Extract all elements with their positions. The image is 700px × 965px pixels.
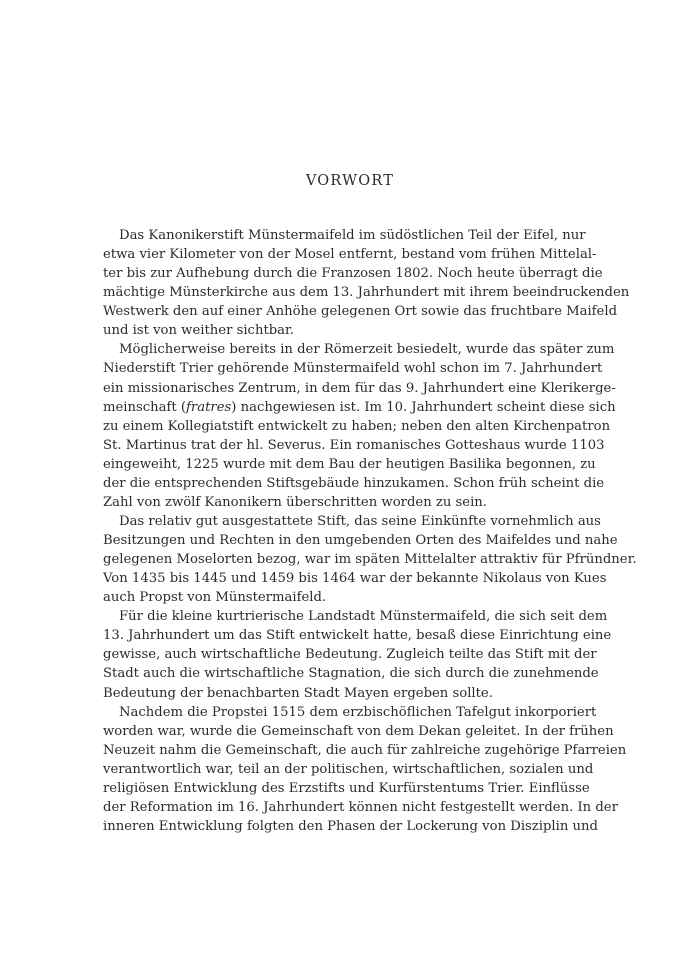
paragraph <box>103 703 627 836</box>
text-line: auch Propst von Münstermaifeld. <box>103 590 327 606</box>
text-line: ter bis zur Aufhebung durch die Franzosen 1802. Noch heute überragt die <box>103 266 603 282</box>
paragraph <box>103 226 630 340</box>
text-line: zu einem Kollegiatstift entwickelt zu haben; neben den alten Kirchenpatron <box>103 418 611 434</box>
text-line: der Reformation im 16. Jahrhundert können nicht festgestellt werden. In der <box>103 799 618 815</box>
page-heading: VORWORT <box>305 173 395 189</box>
text-line: Für die kleine kurtrierische Landstadt Münstermaifeld, die sich seit dem <box>119 609 608 625</box>
text-line: der die entsprechenden Stiftsgebäude hinzukamen. Schon früh scheint die <box>103 475 605 491</box>
text-line: gelegenen Moselorten bezog, war im späten Mittelalter attraktiv für Pfründner. <box>103 552 637 568</box>
text-line: etwa vier Kilometer von der Mosel entfernt, bestand vom frühen Mittelal- <box>103 247 597 263</box>
paragraph <box>103 607 612 702</box>
text-line: 13. Jahrhundert um das Stift entwickelt hatte, besaß diese Einrichtung eine <box>103 628 612 644</box>
text-line: Das Kanonikerstift Münstermaifeld im südöstlichen Teil der Eifel, nur <box>119 228 586 243</box>
text-line: St. Martinus trat der hl. Severus. Ein romanisches Gotteshaus wurde 1103 <box>103 437 605 453</box>
text-line: Stadt auch die wirtschaftliche Stagnation, die sich durch die zunehmende <box>103 666 599 682</box>
text-line: ein missionarisches Zentrum, in dem für das 9. Jahrhundert eine Klerikerge- <box>103 380 616 396</box>
text-line: worden war, wurde die Gemeinschaft von dem Dekan geleitet. In der frühen <box>103 723 614 739</box>
text-line: Besitzungen und Rechten in den umgebenden Orten des Maifeldes und nahe <box>103 533 618 548</box>
text-line: Westwerk den auf einer Anhöhe gelegenen Ort sowie das fruchtbare Maifeld <box>103 304 618 320</box>
paragraph <box>103 512 637 607</box>
text-line: religiösen Entwicklung des Erzstifts und Kurfürstentums Trier. Einflüsse <box>103 780 590 796</box>
text-line: Zahl von zwölf Kanonikern überschritten worden zu sein. <box>103 494 487 510</box>
text-line: Niederstift Trier gehörende Münstermaifeld wohl schon im 7. Jahrhundert <box>103 361 603 377</box>
text-line: und ist von weither sichtbar. <box>103 323 295 339</box>
text-line: Von 1435 bis 1445 und 1459 bis 1464 war der bekannte Nikolaus von Kues <box>103 571 607 587</box>
text-line: inneren Entwicklung folgten den Phasen der Lockerung von Disziplin und <box>103 818 598 834</box>
text-line: verantwortlich war, teil an der politischen, wirtschaftlichen, sozialen und <box>103 761 594 777</box>
text-line: mächtige Münsterkirche aus dem 13. Jahrhundert mit ihrem beeindruckenden <box>103 285 630 301</box>
text-line: Nachdem die Propstei 1515 dem erzbischöflichen Tafelgut inkorporiert <box>119 704 597 720</box>
text-line: eingeweiht, 1225 wurde mit dem Bau der heutigen Basilika begonnen, zu <box>103 456 596 472</box>
paragraph <box>103 340 616 512</box>
body-text <box>103 226 637 836</box>
text-line: Das relativ gut ausgestattete Stift, das seine Einkünfte vornehmlich aus <box>119 513 601 529</box>
text-line: Bedeutung der benachbarten Stadt Mayen ergeben sollte. <box>103 685 493 701</box>
text-line: Möglicherweise bereits in der Römerzeit besiedelt, wurde das später zum <box>119 342 615 358</box>
text-line: gewisse, auch wirtschaftliche Bedeutung. Zugleich teilte das Stift mit der <box>103 647 597 663</box>
text-line: Neuzeit nahm die Gemeinschaft, die auch für zahlreiche zugehörige Pfarreien <box>103 742 627 758</box>
text-line: meinschaft (fratres) nachgewiesen ist. Im 10. Jahrhundert scheint diese sich <box>103 399 616 415</box>
